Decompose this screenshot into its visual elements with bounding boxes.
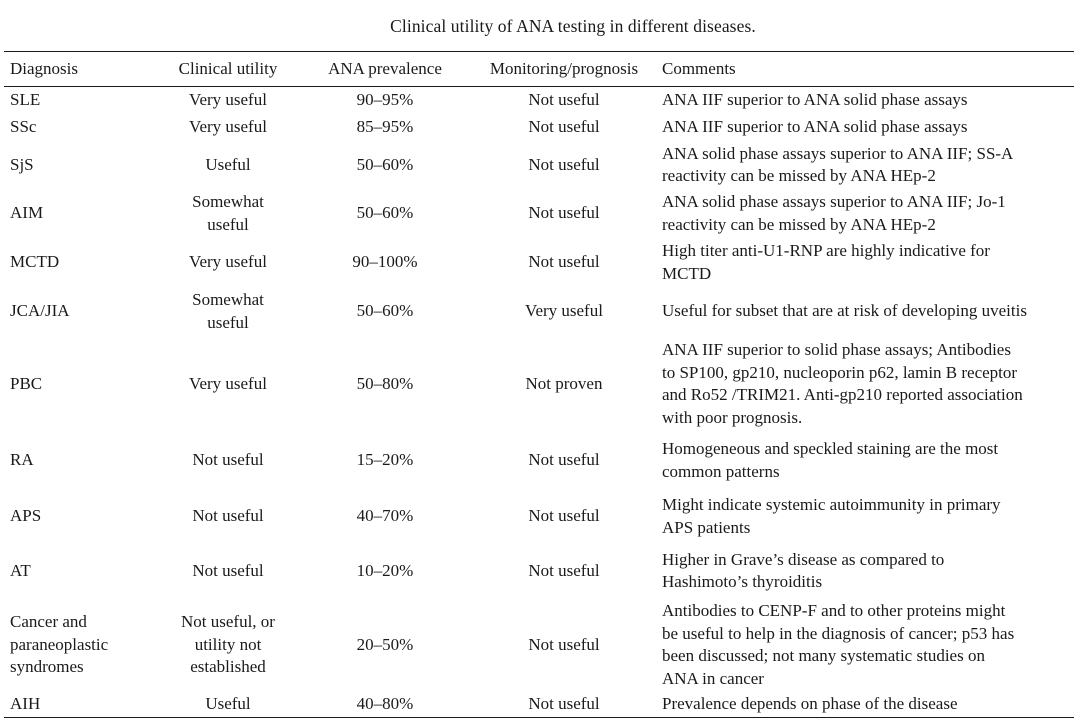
cell-comments-line: ANA solid phase assays superior to ANA IIF; Jo-1 [662, 192, 1006, 211]
cell-diagnosis [4, 432, 158, 490]
header-clinical-utility: Clinical utility [178, 58, 278, 78]
cell-comments-line: and Ro52 /TRIM21. Anti-gp210 reported association [662, 385, 1023, 404]
cell-diagnosis-line: RA [10, 450, 34, 470]
cell-clinical-utility-line: Somewhat [192, 290, 264, 309]
table-body [4, 87, 1074, 718]
table-row [4, 87, 1074, 114]
cell-clinical-utility [158, 544, 298, 599]
cell-monitoring-prognosis: Very useful [525, 301, 603, 321]
table-row [4, 599, 1074, 692]
cell-clinical-utility [158, 239, 298, 287]
cell-monitoring-prognosis: Not useful [528, 560, 600, 580]
cell-diagnosis-line: syndromes [10, 657, 84, 677]
cell-diagnosis-line: paraneoplastic [10, 634, 109, 654]
cell-comments-line: common patterns [662, 461, 780, 481]
cell-diagnosis-line: AT [10, 560, 31, 580]
cell-diagnosis [4, 544, 158, 599]
cell-diagnosis [4, 490, 158, 544]
cell-diagnosis-line: APS [10, 506, 42, 526]
cell-clinical-utility-line: Useful [205, 694, 251, 713]
cell-ana-prevalence: 50–60% [356, 154, 414, 174]
cell-diagnosis [4, 189, 158, 239]
table-row [4, 337, 1074, 432]
cell-comments [656, 87, 1074, 114]
cell-comments-line: Prevalence depends on phase of the disease [662, 694, 958, 713]
cell-comments-line: been discussed; not many systematic studies on [662, 646, 985, 665]
cell-comments-line: Hashimoto’s thyroiditis [662, 572, 823, 591]
cell-comments-line: ANA IIF superior to ANA solid phase assays [662, 90, 968, 109]
cell-comments-line: Useful for subset that are at risk of developing uveitis [662, 301, 1027, 321]
cell-diagnosis-line: Cancer and [10, 612, 87, 632]
table-row [4, 544, 1074, 599]
cell-clinical-utility-line: Very useful [189, 373, 267, 393]
cell-ana-prevalence: 40–80% [356, 694, 414, 713]
cell-clinical-utility-line: Somewhat [192, 192, 264, 211]
cell-diagnosis-line: SLE [10, 90, 41, 109]
cell-diagnosis [4, 692, 158, 718]
cell-comments-line: to SP100, gp210, nucleoporin p62, lamin B receptor [662, 362, 1018, 382]
header-monitoring-prognosis: Monitoring/prognosis [489, 58, 639, 78]
cell-comments [656, 142, 1074, 189]
cell-diagnosis [4, 87, 158, 114]
cell-clinical-utility-line: Very useful [189, 252, 267, 272]
cell-comments-line: Antibodies to CENP-F and to other proteins might [662, 601, 1006, 620]
cell-monitoring-prognosis: Not useful [528, 90, 600, 109]
cell-diagnosis [4, 287, 158, 337]
cell-ana-prevalence: 85–95% [356, 117, 414, 137]
cell-comments-line: APS patients [662, 517, 751, 537]
cell-clinical-utility [158, 337, 298, 432]
cell-ana-prevalence: 20–50% [356, 634, 414, 654]
cell-clinical-utility [158, 87, 298, 114]
cell-monitoring-prognosis: Not useful [528, 154, 600, 174]
cell-ana-prevalence: 10–20% [356, 560, 414, 580]
header-ana-prevalence: ANA prevalence [328, 58, 442, 78]
cell-comments-line: be useful to help in the diagnosis of cancer; p53 has [662, 623, 1015, 643]
cell-clinical-utility [158, 189, 298, 239]
cell-comments-line: reactivity can be missed by ANA HEp-2 [662, 214, 936, 234]
cell-ana-prevalence: 90–100% [352, 252, 418, 272]
cell-monitoring-prognosis: Not proven [525, 373, 603, 393]
cell-monitoring-prognosis: Not useful [528, 117, 600, 137]
cell-clinical-utility [158, 114, 298, 142]
cell-diagnosis-line: AIM [10, 203, 44, 223]
table-row [4, 114, 1074, 142]
header-comments: Comments [662, 58, 736, 78]
cell-comments [656, 114, 1074, 142]
cell-comments [656, 432, 1074, 490]
cell-diagnosis-line: AIH [10, 694, 41, 713]
cell-monitoring-prognosis: Not useful [528, 506, 600, 526]
table-row [4, 189, 1074, 239]
cell-ana-prevalence: 15–20% [356, 450, 414, 470]
cell-diagnosis [4, 114, 158, 142]
cell-comments [656, 337, 1074, 432]
cell-monitoring-prognosis: Not useful [528, 252, 600, 272]
cell-diagnosis-line: JCA/JIA [10, 301, 70, 321]
cell-comments-line: reactivity can be missed by ANA HEp-2 [662, 166, 936, 185]
cell-diagnosis [4, 239, 158, 287]
cell-ana-prevalence: 50–60% [356, 301, 414, 321]
cell-ana-prevalence: 50–60% [356, 203, 414, 223]
header-diagnosis: Diagnosis [10, 58, 78, 78]
cell-clinical-utility-line: useful [207, 312, 249, 332]
cell-comments [656, 692, 1074, 718]
cell-clinical-utility [158, 599, 298, 692]
cell-comments-line: MCTD [662, 263, 712, 283]
header-row [4, 52, 1074, 87]
table-row [4, 142, 1074, 189]
cell-clinical-utility-line: utility not [194, 634, 262, 654]
cell-comments-line: with poor prognosis. [662, 407, 803, 427]
cell-diagnosis-line: PBC [10, 373, 43, 393]
cell-comments-line: Higher in Grave’s disease as compared to [662, 549, 945, 569]
table-row [4, 692, 1074, 718]
cell-comments-line: High titer anti-U1-RNP are highly indicative for [662, 241, 990, 260]
cell-diagnosis [4, 337, 158, 432]
cell-comments-line: Might indicate systemic autoimmunity in primary [662, 495, 1001, 514]
cell-comments [656, 239, 1074, 287]
table-row [4, 287, 1074, 337]
cell-monitoring-prognosis: Not useful [528, 450, 600, 470]
cell-clinical-utility-line: Not useful [192, 560, 264, 580]
cell-clinical-utility-line: Not useful [192, 506, 264, 526]
cell-comments [656, 189, 1074, 239]
cell-clinical-utility-line: Useful [205, 154, 251, 174]
table-row [4, 239, 1074, 287]
cell-clinical-utility-line: Not useful [192, 450, 264, 470]
cell-comments-line: ANA IIF superior to solid phase assays; Antibodies [662, 340, 1011, 359]
cell-clinical-utility-line: established [190, 657, 266, 677]
cell-clinical-utility-line: Very useful [189, 117, 267, 137]
table-row [4, 490, 1074, 544]
cell-diagnosis-line: MCTD [10, 252, 60, 272]
cell-comments-line: Homogeneous and speckled staining are the most [662, 439, 999, 458]
cell-clinical-utility-line: Very useful [189, 90, 267, 109]
cell-diagnosis-line: SjS [10, 154, 34, 174]
cell-comments [656, 287, 1074, 337]
cell-comments-line: ANA in cancer [662, 668, 764, 688]
cell-clinical-utility [158, 490, 298, 544]
cell-ana-prevalence: 90–95% [356, 90, 414, 109]
cell-clinical-utility [158, 142, 298, 189]
cell-comments [656, 599, 1074, 692]
cell-monitoring-prognosis: Not useful [528, 634, 600, 654]
cell-diagnosis [4, 142, 158, 189]
cell-ana-prevalence: 50–80% [356, 373, 414, 393]
cell-clinical-utility [158, 287, 298, 337]
table-caption: Clinical utility of ANA testing in different diseases. [390, 16, 756, 36]
cell-comments-line: ANA solid phase assays superior to ANA IIF; SS-A [662, 143, 1014, 163]
cell-ana-prevalence: 40–70% [356, 506, 414, 526]
cell-comments [656, 490, 1074, 544]
cell-clinical-utility [158, 432, 298, 490]
cell-diagnosis-line: SSc [10, 117, 37, 137]
cell-comments [656, 544, 1074, 599]
cell-clinical-utility-line: Not useful, or [181, 612, 275, 632]
cell-monitoring-prognosis: Not useful [528, 203, 600, 223]
table-row [4, 432, 1074, 490]
cell-diagnosis [4, 599, 158, 692]
cell-clinical-utility [158, 692, 298, 718]
cell-monitoring-prognosis: Not useful [528, 694, 600, 713]
cell-comments-line: ANA IIF superior to ANA solid phase assays [662, 117, 968, 137]
cell-clinical-utility-line: useful [207, 214, 249, 234]
ana-utility-table [4, 51, 1074, 718]
